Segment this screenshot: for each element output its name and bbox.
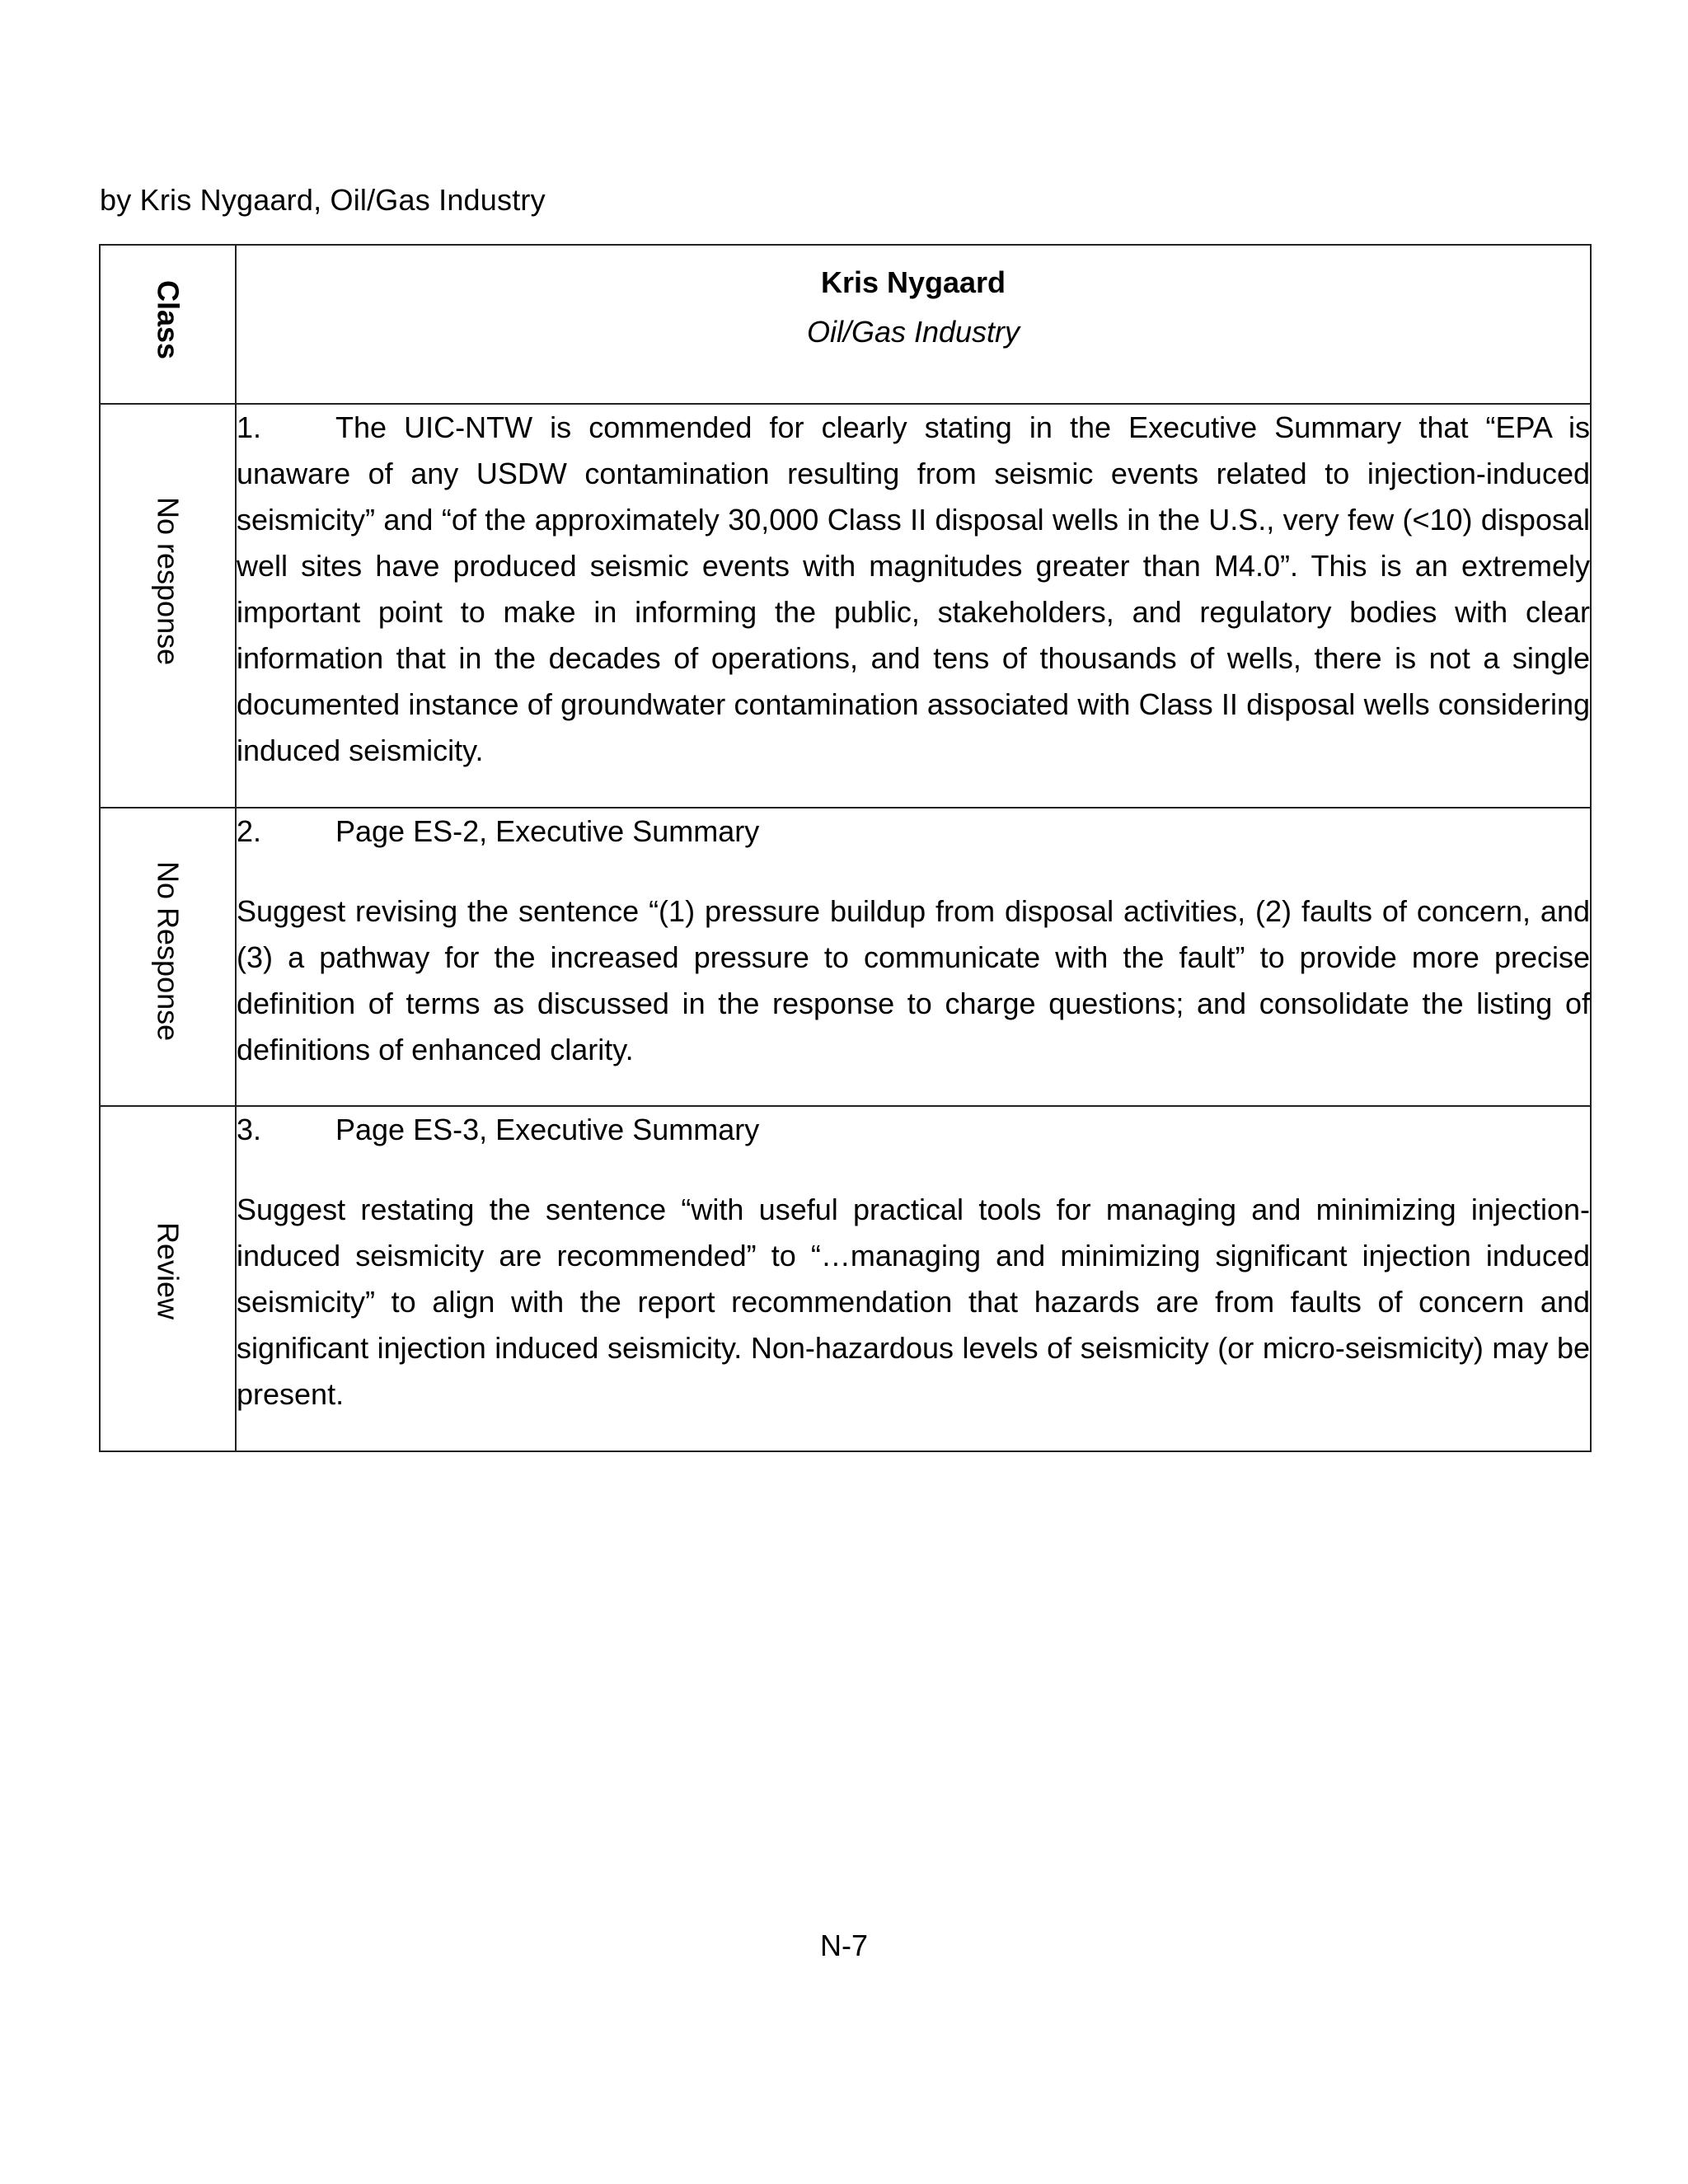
class-header: Class	[151, 280, 185, 360]
comment-body: Suggest revising the sentence “(1) pressure buildup from disposal activities, (2) faults of concern, and (3) a pathway for the increased pressure to communicate with the fault” to provide more precise definition of terms as discussed in the response to charge questions; and consolidate the listing of definitions of enhanced clarity.	[237, 894, 1590, 1066]
table-row	[100, 404, 1591, 808]
class-cell	[100, 404, 236, 808]
comment-text	[237, 405, 1590, 774]
reviewer-name: Kris Nygaard	[820, 265, 1006, 299]
comment-number: 2.	[237, 814, 262, 848]
class-cell	[100, 808, 236, 1106]
class-label: No Response	[151, 861, 185, 1042]
comment-cell	[236, 808, 1591, 1106]
comment-heading-text: Page ES-3, Executive Summary	[335, 1113, 760, 1146]
comment-heading	[237, 1107, 1590, 1153]
reviewer-header-cell	[236, 245, 1591, 404]
table-header-row	[100, 245, 1591, 404]
class-label: Review	[151, 1222, 185, 1320]
comment-heading	[237, 808, 1590, 855]
class-label: No response	[151, 497, 185, 666]
comment-number: 1.	[237, 410, 262, 444]
comment-body: Suggest restating the sentence “with useful practical tools for managing and minimizing injection-induced seismicity are recommended” to “…managing and minimizing significant injection induced seismicity” to align with the report recommendation that hazards are from faults of concern and significant injection induced seismicity. Non-hazardous levels of seismicity (or micro-seismicity) may be present.	[237, 1193, 1590, 1411]
comment-number: 3.	[237, 1113, 262, 1146]
byline: by Kris Nygaard, Oil/Gas Industry	[100, 183, 546, 217]
comment-heading-text: Page ES-2, Executive Summary	[335, 814, 760, 848]
comment-body: The UIC-NTW is commended for clearly stating in the Executive Summary that “EPA is unaware of any USDW contamination resulting from seismic events related to injection-induced seismicity” and “of the approximately 30,000 Class II disposal wells in the U.S., very few (<10) disposal well sites have produced seismic events with magnitudes greater than M4.0”. This is an extremely important point to make in informing the public, stakeholders, and regulatory bodies with clear information that in the decades of operations, and tens of thousands of wells, there is not a single documented instance of groundwater contamination associated with Class II disposal wells considering induced seismicity.	[237, 410, 1590, 767]
page-number: N-7	[819, 1929, 868, 1962]
class-header-cell	[100, 245, 236, 404]
class-cell	[100, 1106, 236, 1451]
table-row	[100, 808, 1591, 1106]
comment-cell	[236, 404, 1591, 808]
comment-cell	[236, 1106, 1591, 1451]
comments-table	[99, 244, 1592, 1452]
reviewer-org: Oil/Gas Industry	[806, 315, 1020, 349]
table-row	[100, 1106, 1591, 1451]
